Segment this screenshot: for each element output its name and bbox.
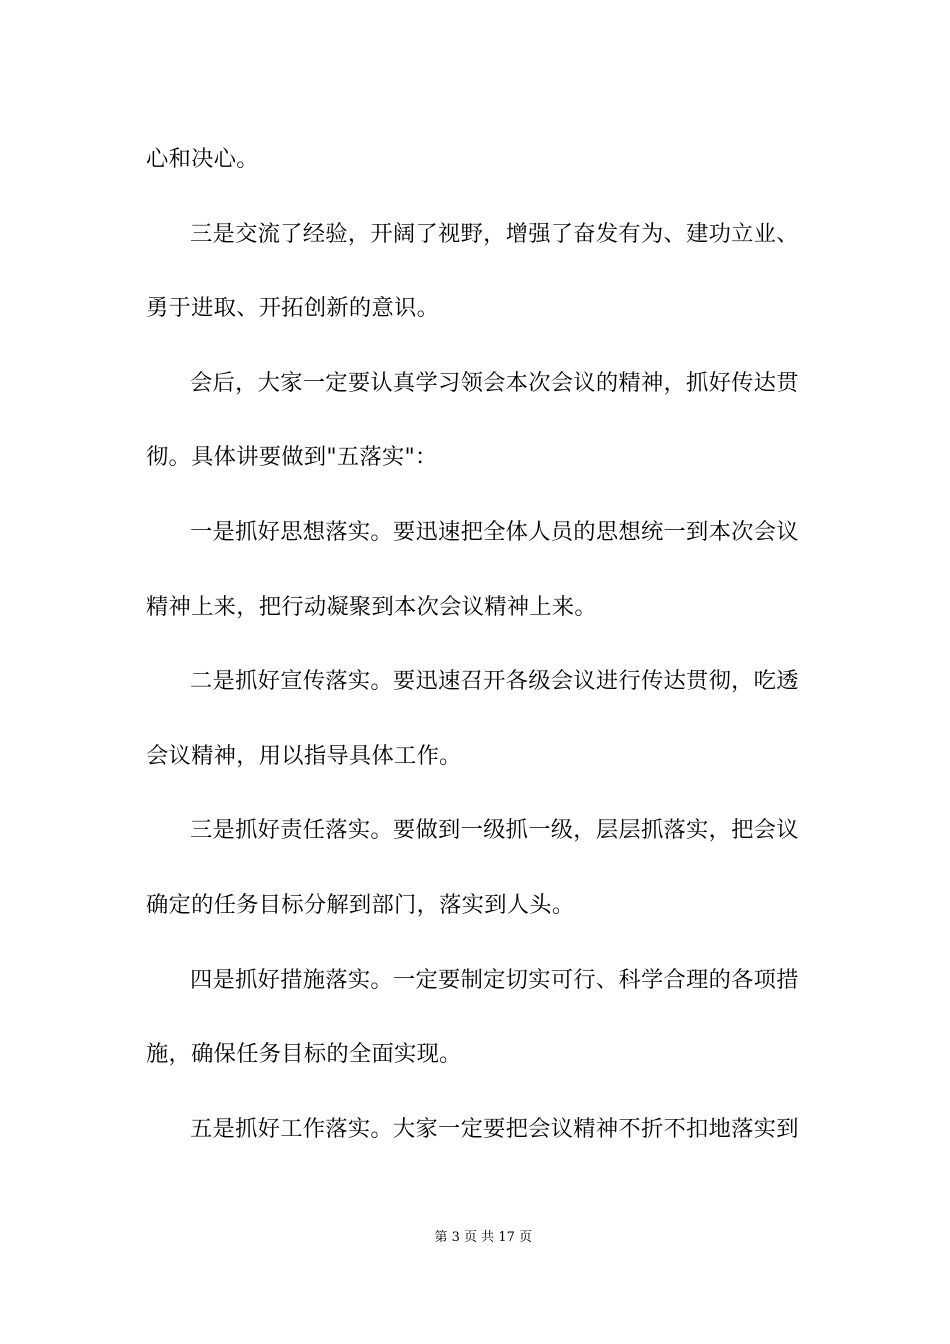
- paragraph-line: 一是抓好思想落实。要迅速把全体人员的思想统一到本次会议: [190, 518, 799, 545]
- paragraph-line: 三是抓好责任落实。要做到一级抓一级，层层抓落实，把会议: [190, 817, 799, 844]
- paragraph-line: 三是交流了经验，开阔了视野，增强了奋发有为、建功立业、: [190, 220, 799, 247]
- paragraph-line: 五是抓好工作落实。大家一定要把会议精神不折不扣地落实到: [190, 1115, 799, 1142]
- paragraph-line: 彻。具体讲要做到"五落实"：: [146, 444, 438, 471]
- paragraph-line: 四是抓好措施落实。一定要制定切实可行、科学合理的各项措: [190, 966, 799, 993]
- paragraph-line: 心和决心。: [146, 146, 259, 172]
- paragraph-line: 确定的任务目标分解到部门，落实到人头。: [146, 891, 575, 918]
- paragraph-line: 勇于进取、开拓创新的意识。: [146, 295, 440, 322]
- paragraph-line: 会议精神，用以指导具体工作。: [146, 742, 462, 769]
- page-footer: [0, 1208, 950, 1268]
- page-number-label: 第 3 页 共 17 页: [434, 1230, 532, 1245]
- paragraph-line: 二是抓好宣传落实。要迅速召开各级会议进行传达贯彻，吃透: [190, 668, 799, 695]
- document-body: [146, 136, 808, 1180]
- paragraph-line: 会后，大家一定要认真学习领会本次会议的精神，抓好传达贯: [190, 369, 799, 396]
- paragraph-line: 施，确保任务目标的全面实现。: [146, 1041, 462, 1068]
- paragraph-line: 精神上来，把行动凝聚到本次会议精神上来。: [146, 593, 597, 620]
